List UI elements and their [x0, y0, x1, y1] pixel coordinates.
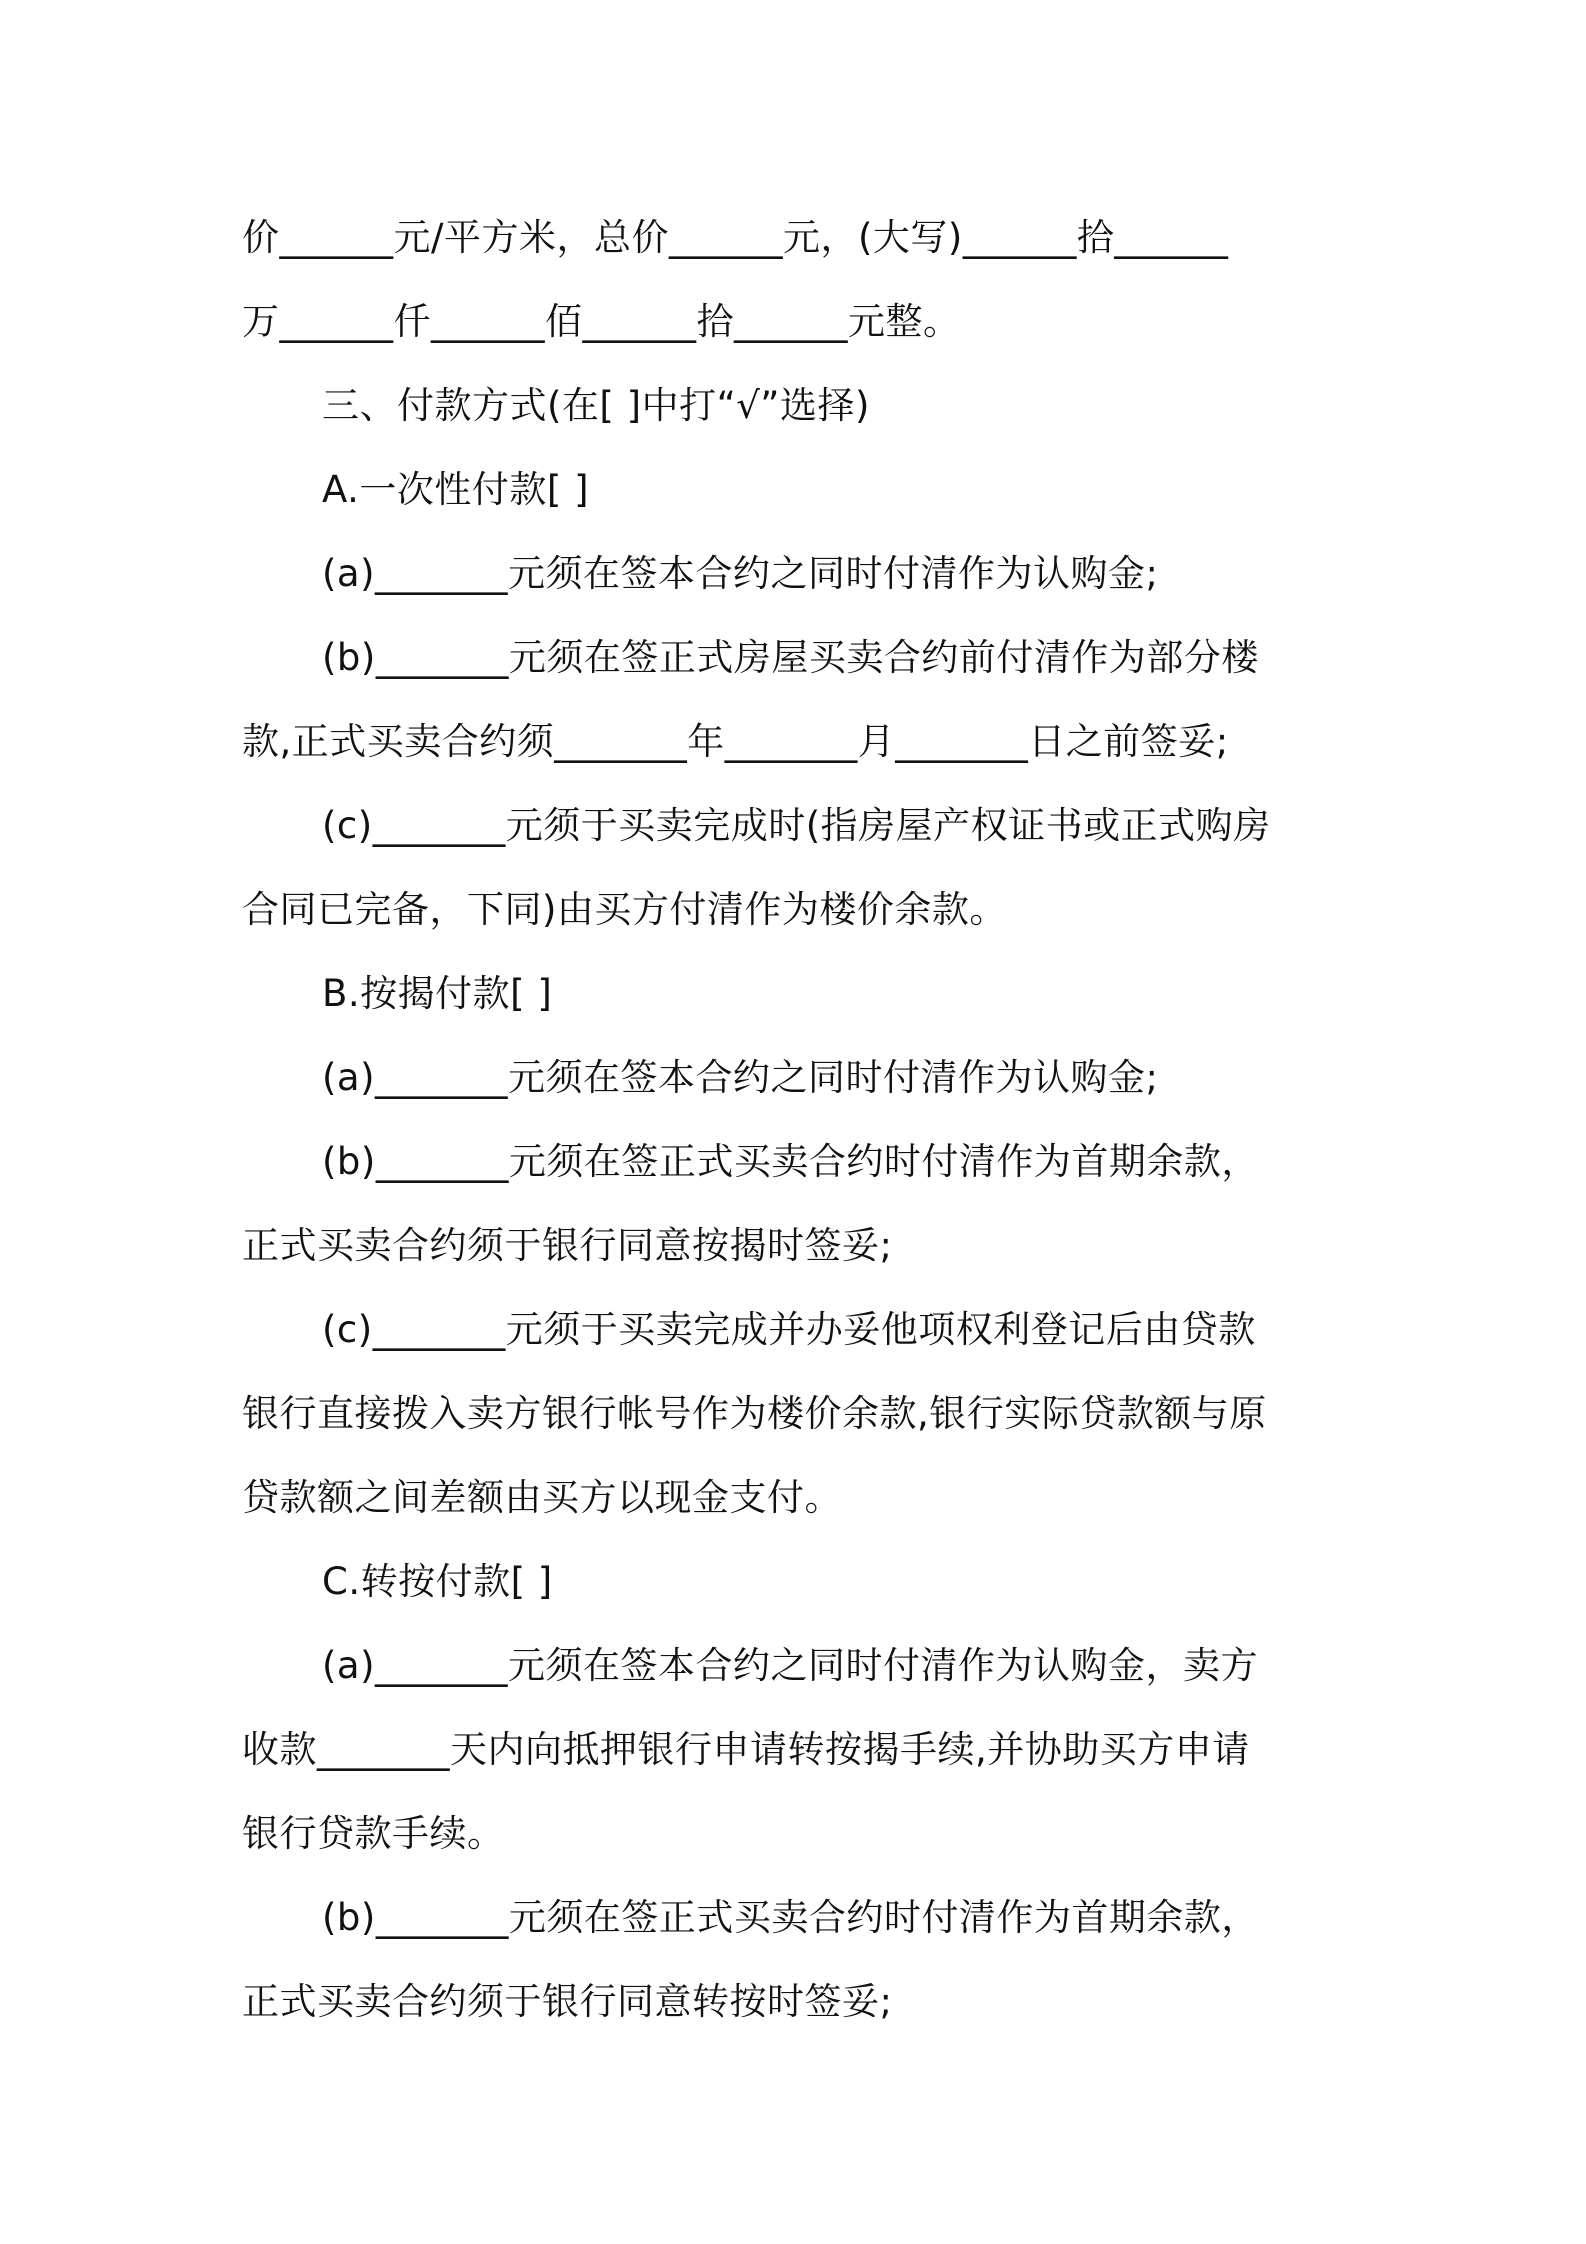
option-a-item-c: (c)_______元须于买卖完成时(指房屋产权证书或正式购房	[322, 804, 1271, 847]
option-b-item-a: (a)_______元须在签本合约之同时付清作为认购金;	[322, 1056, 1159, 1099]
option-b-heading: B.按揭付款[ ]	[322, 972, 553, 1015]
option-a-item-c-continued: 合同已完备，下同)由买方付清作为楼价余款。	[242, 888, 1007, 931]
section-heading-payment-method: 三、付款方式(在[ ]中打“√”选择)	[322, 384, 870, 427]
option-b-item-c: (c)_______元须于买卖完成并办妥他项权利登记后由贷款	[322, 1308, 1256, 1351]
option-c-item-a-continued-1: 收款_______天内向抵押银行申请转按揭手续,并协助买方申请	[242, 1728, 1250, 1771]
option-c-item-b: (b)_______元须在签正式买卖合约时付清作为首期余款，	[322, 1896, 1259, 1939]
option-b-item-c-continued-1: 银行直接拨入卖方银行帐号作为楼价余款,银行实际贷款额与原	[242, 1392, 1267, 1435]
document-body	[242, 196, 1360, 2044]
option-c-item-a-continued-2: 银行贷款手续。	[242, 1812, 505, 1855]
option-a-heading: A.一次性付款[ ]	[322, 468, 590, 511]
option-a-item-a: (a)_______元须在签本合约之同时付清作为认购金;	[322, 552, 1159, 595]
amount-in-words-line: 万______仟______佰______拾______元整。	[242, 300, 961, 343]
option-a-item-b-continued: 款,正式买卖合约须_______年_______月_______日之前签妥;	[242, 720, 1229, 763]
option-a-item-b: (b)_______元须在签正式房屋买卖合约前付清作为部分楼	[322, 636, 1259, 679]
option-b-item-b-continued: 正式买卖合约须于银行同意按揭时签妥;	[242, 1224, 893, 1267]
price-line: 价______元/平方米，总价______元，(大写)______拾______	[242, 216, 1229, 259]
option-b-item-b: (b)_______元须在签正式买卖合约时付清作为首期余款，	[322, 1140, 1259, 1183]
option-b-item-c-continued-2: 贷款额之间差额由买方以现金支付。	[242, 1476, 842, 1519]
option-c-item-a: (a)_______元须在签本合约之同时付清作为认购金，卖方	[322, 1644, 1259, 1687]
option-c-heading: C.转按付款[ ]	[322, 1560, 553, 1603]
option-c-item-b-continued: 正式买卖合约须于银行同意转按时签妥;	[242, 1980, 893, 2023]
